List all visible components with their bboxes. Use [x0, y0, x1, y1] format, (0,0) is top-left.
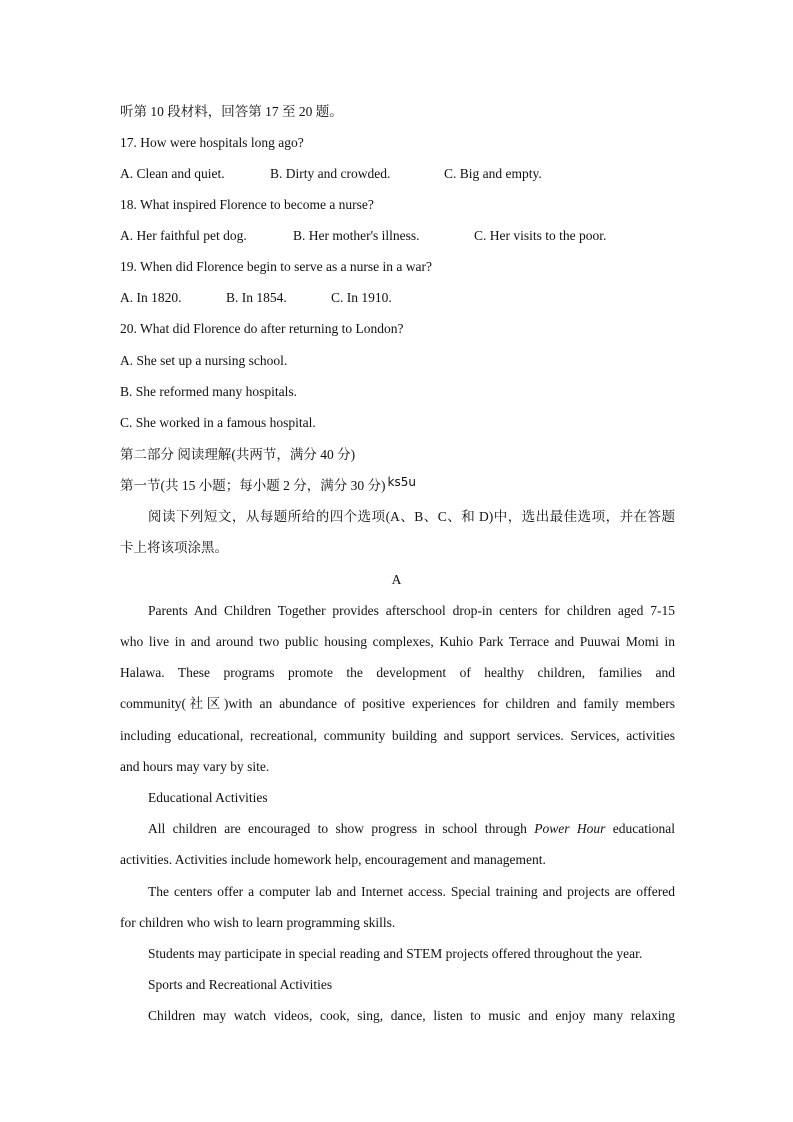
watermark-text: ks5u: [387, 475, 416, 489]
q19-option-a: A. In 1820.: [120, 290, 182, 305]
p1-line-1: Parents And Children Together provides afterschool drop-in centers for children aged 7-15: [148, 603, 675, 618]
question-20: 20. What did Florence do after returning to London?: [120, 321, 404, 336]
p1-line-4: community(社区)with an abundance of positive experiences for children and family members: [120, 696, 675, 711]
p2-line-1: [148, 820, 675, 838]
p1-line-2: who live in and around two public housing complexes, Kuhio Park Terrace and Puuwai Momi in: [120, 634, 675, 649]
section1-heading: [120, 477, 416, 495]
q19-option-c: C. In 1910.: [331, 290, 392, 305]
p1-line-3: Halawa. These programs promote the development of healthy children, families and: [120, 665, 675, 680]
heading-educational: Educational Activities: [148, 790, 268, 805]
section1-text: 第一节(共 15 小题；每小题 2 分，满分 30 分): [120, 478, 386, 493]
q17-option-c: C. Big and empty.: [444, 166, 542, 181]
p1-line-5: including educational, recreational, community building and support services. Services, activities: [120, 728, 675, 743]
question-19: 19. When did Florence begin to serve as a nurse in a war?: [120, 259, 433, 274]
q20-option-a: A. She set up a nursing school.: [120, 353, 288, 368]
q18-option-a: A. Her faithful pet dog.: [120, 228, 247, 243]
passage-label: A: [391, 572, 402, 587]
p2-after: educational: [605, 821, 676, 836]
p1-line-6: and hours may vary by site.: [120, 759, 270, 774]
p3-line-1: The centers offer a computer lab and Internet access. Special training and projects are offered: [148, 884, 675, 899]
heading-sports: Sports and Recreational Activities: [148, 977, 333, 992]
instruction-line-2: 卡上将该项涂黑。: [120, 540, 228, 555]
q19-option-b: B. In 1854.: [226, 290, 287, 305]
q18-option-b: B. Her mother's illness.: [293, 228, 420, 243]
instruction-line-1: 阅读下列短文，从每题所给的四个选项(A、B、C、和 D)中，选出最佳选项，并在答题: [148, 509, 675, 524]
p2-line-2: activities. Activities include homework help, encouragement and management.: [120, 852, 546, 867]
q17-option-a: A. Clean and quiet.: [120, 166, 225, 181]
p2-before: All children are encouraged to show progress in school through: [148, 821, 535, 836]
p4-line-1: Students may participate in special reading and STEM projects offered throughout the year.: [148, 946, 643, 961]
p5-line-1: Children may watch videos, cook, sing, dance, listen to music and enjoy many relaxing: [148, 1008, 675, 1023]
q18-option-c: C. Her visits to the poor.: [474, 228, 607, 243]
q20-option-c: C. She worked in a famous hospital.: [120, 415, 316, 430]
p3-line-2: for children who wish to learn programming skills.: [120, 915, 396, 930]
q20-option-b: B. She reformed many hospitals.: [120, 384, 297, 399]
part2-heading: 第二部分 阅读理解(共两节，满分 40 分): [120, 447, 356, 462]
listening-intro: 听第 10 段材料，回答第 17 至 20 题。: [120, 104, 343, 119]
p2-italic: Power Hour: [534, 821, 606, 836]
question-17: 17. How were hospitals long ago?: [120, 135, 304, 150]
q17-option-b: B. Dirty and crowded.: [270, 166, 391, 181]
question-18: 18. What inspired Florence to become a nurse?: [120, 197, 374, 212]
